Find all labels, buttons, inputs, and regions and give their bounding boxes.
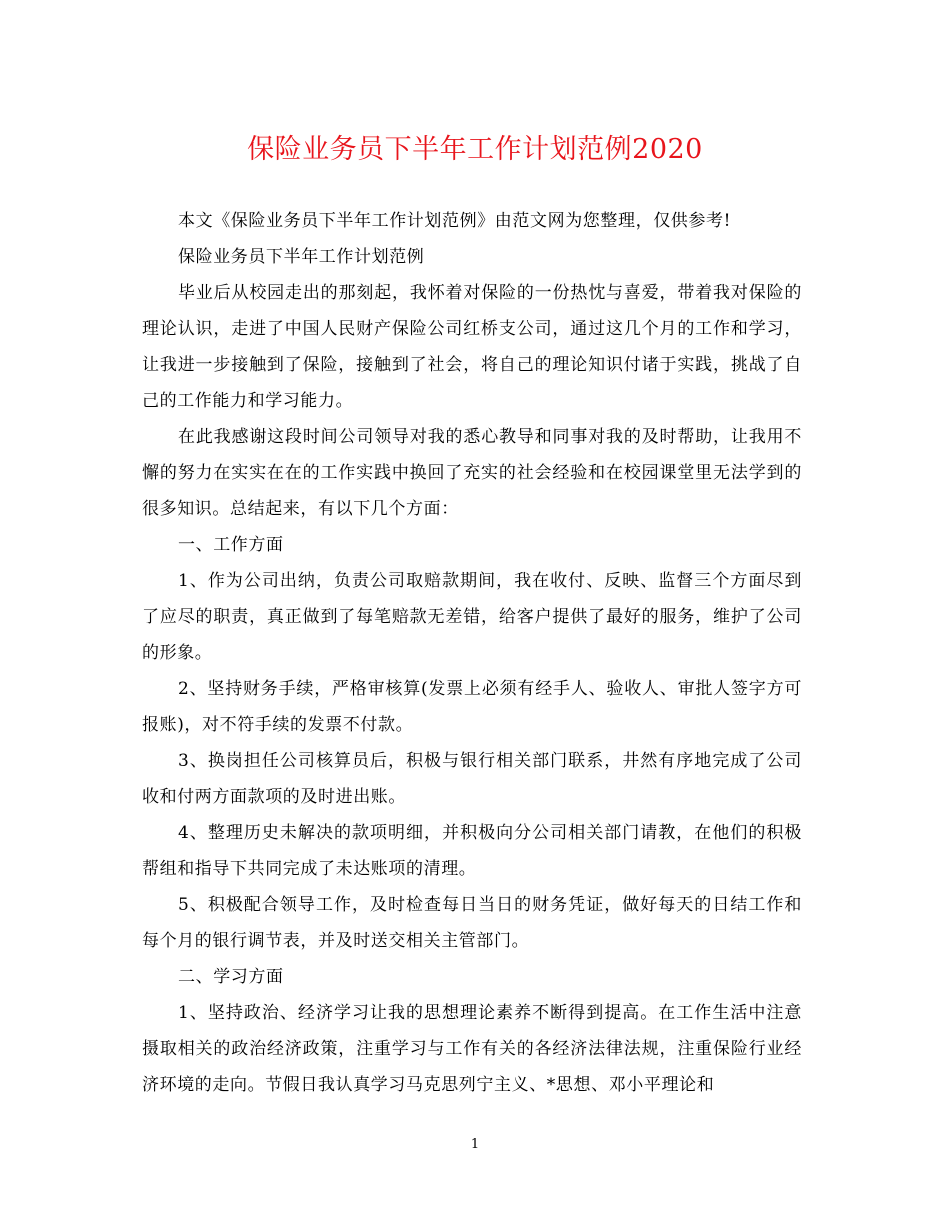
paragraph: 毕业后从校园走出的那刻起，我怀着对保险的一份热忱与喜爱，带着我对保险的理论认识，走进了中国人民财产保险公司红桥支公司，通过这几个月的工作和学习，让我进一步接触到了保险，接触到了社会，将自己的理论知识付诸于实践，挑战了自己的工作能力和学习能力。 — [142, 283, 802, 411]
list-item: 5、积极配合领导工作，及时检查每日当日的财务凭证，做好每天的日结工作和每个月的银行调节表，并及时送交相关主管部门。 — [142, 895, 802, 951]
section-heading-study: 二、学习方面 — [178, 967, 284, 987]
page-number: 1 — [470, 1137, 480, 1152]
paragraph-subtitle: 保险业务员下半年工作计划范例 — [178, 247, 425, 267]
section-heading-work: 一、工作方面 — [178, 535, 284, 555]
list-item: 4、整理历史未解决的款项明细，并积极向分公司相关部门请教，在他们的积极帮组和指导下共同完成了未达账项的清理。 — [142, 823, 802, 879]
list-item: 1、作为公司出纳，负责公司取赔款期间，我在收付、反映、监督三个方面尽到了应尽的职责，真正做到了每笔赔款无差错，给客户提供了最好的服务，维护了公司的形象。 — [142, 571, 802, 663]
list-item: 2、坚持财务手续，严格审核算(发票上必须有经手人、验收人、审批人签字方可报账)，对不符手续的发票不付款。 — [142, 679, 802, 735]
document-body — [142, 203, 802, 1103]
list-item: 3、换岗担任公司核算员后，积极与银行相关部门联系，井然有序地完成了公司收和付两方面款项的及时进出账。 — [142, 751, 802, 807]
list-item: 1、坚持政治、经济学习让我的思想理论素养不断得到提高。在工作生活中注意摄取相关的政治经济政策，注重学习与工作有关的各经济法律法规，注重保险行业经济环境的走向。节假日我认真学习马克思列宁主义、*思想、邓小平理论和 — [142, 1003, 802, 1095]
document-title: 保险业务员下半年工作计划范例2020 — [247, 134, 703, 165]
paragraph: 在此我感谢这段时间公司领导对我的悉心教导和同事对我的及时帮助，让我用不懈的努力在实实在在的工作实践中换回了充实的社会经验和在校园课堂里无法学到的很多知识。总结起来，有以下几个方面： — [142, 427, 802, 519]
paragraph-intro: 本文《保险业务员下半年工作计划范例》由范文网为您整理，仅供参考! — [178, 211, 732, 231]
